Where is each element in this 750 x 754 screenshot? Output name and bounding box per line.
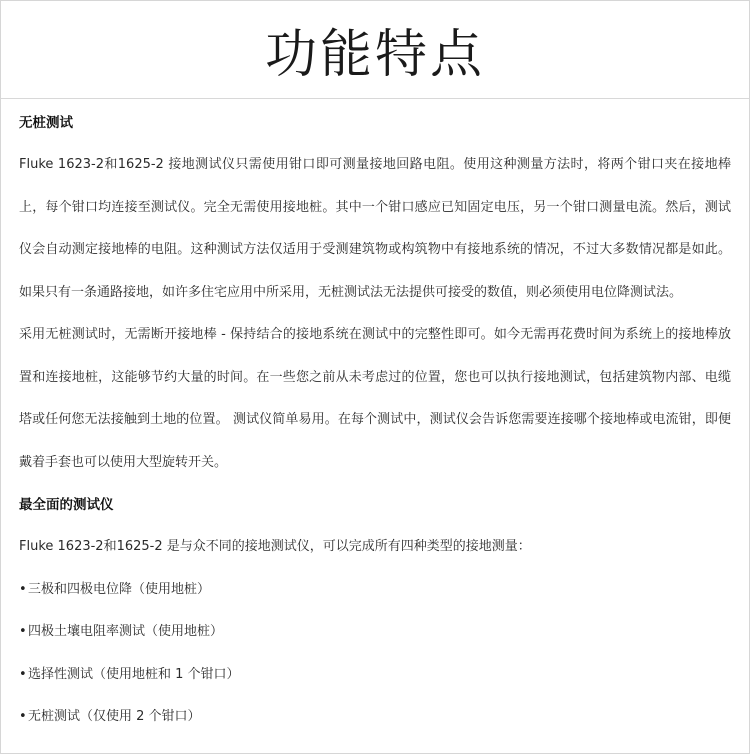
bullet-icon: •	[19, 624, 27, 639]
list-item-text: 选择性测试（使用地桩和 1 个钳口）	[28, 666, 240, 682]
paragraph: 采用无桩测试时，无需断开接地棒 - 保持结合的接地系统在测试中的完整性即可。如今无需再花费时间为系统上的接地棒放置和连接地桩，这能够节约大量的时间。在一些您之前从未考虑过的位置，您也可以执行接地测试，包括建筑物内部、电缆塔或任何您无法接触到土地的位置。 测试仪简单易用。在每个测试中，测试仪会告诉您需要连接哪个接地棒或电流钳，即便戴着手套也可以使用大型旋转开关。	[19, 327, 731, 470]
section-stakeless-testing	[19, 102, 731, 484]
list-item	[19, 611, 731, 654]
list-item-text: 无桩测试（仅使用 2 个钳口）	[28, 709, 201, 724]
page-title: 功能特点	[264, 25, 485, 85]
intro-text: Fluke 1623-2和1625-2 是与众不同的接地测试仪，可以完成所有四种类型的接地测量：	[19, 539, 531, 554]
bullet-icon: •	[19, 709, 27, 724]
list-item	[19, 569, 731, 612]
header	[1, 1, 749, 99]
bullet-icon: •	[19, 581, 27, 597]
paragraph: Fluke 1623-2和1625-2 接地测试仪只需使用钳口即可测量接地回路电阻。使用这种测量方法时，将两个钳口夹在接地棒上，每个钳口均连接至测试仪。完全无需使用接地桩。其中一个钳口感应已知固定电压，另一个钳口测量电流。然后，测试仪会自动测定接地棒的电阻。这种测试方法仅适用于受测建筑物或构筑物中有接地系统的情况，不过大多数情况都是如此。如果只有一条通路接地，如许多住宅应用中所采用，无桩测试法无法提供可接受的数值，则必须使用电位降测试法。	[19, 157, 731, 300]
list-item	[19, 696, 731, 739]
list-item-text: 三极和四极电位降（使用地桩）	[28, 581, 211, 597]
list-item	[19, 654, 731, 697]
content-body	[1, 99, 749, 739]
list-item-text: 四极土壤电阻率测试（使用地桩）	[28, 624, 224, 639]
section-heading: 最全面的测试仪	[19, 497, 114, 513]
section-heading: 无桩测试	[19, 115, 73, 131]
bullet-icon: •	[19, 666, 27, 682]
section-comprehensive-tester	[19, 484, 731, 739]
